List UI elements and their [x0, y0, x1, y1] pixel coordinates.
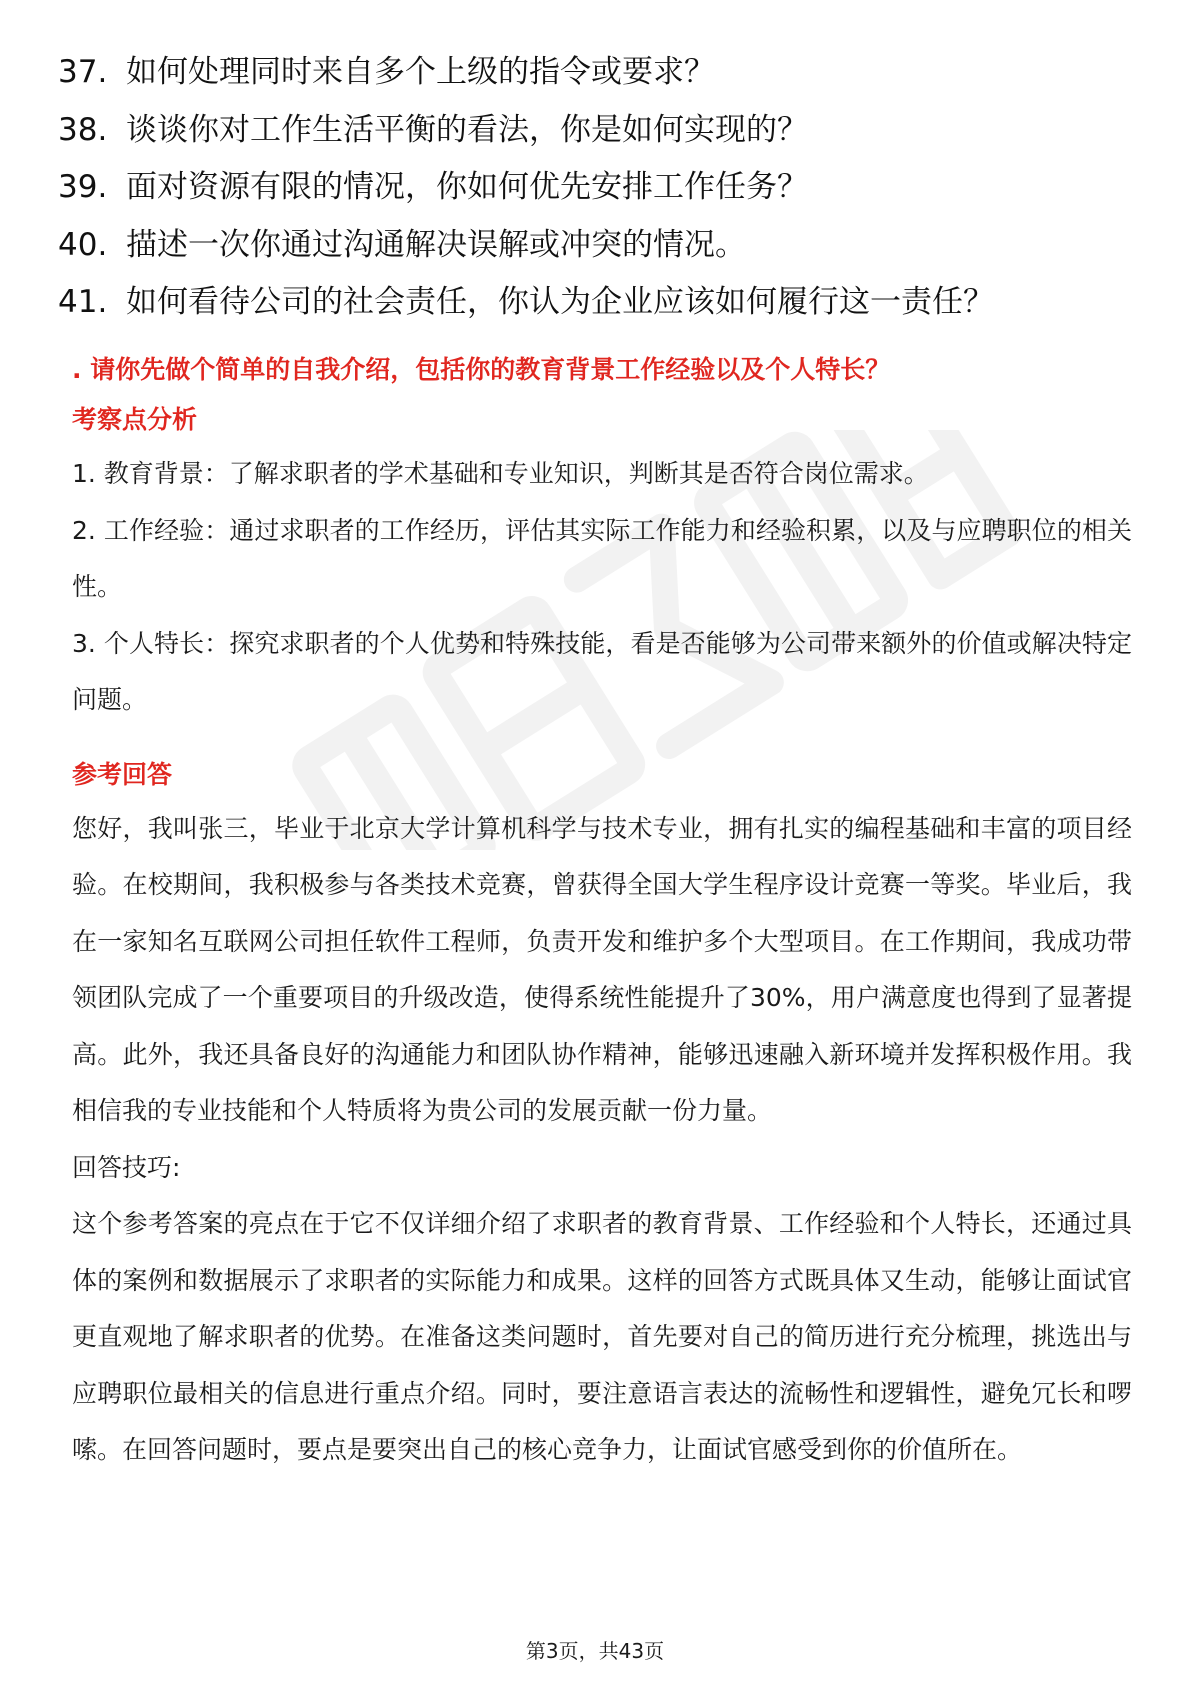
question-number: 37.: [58, 54, 108, 90]
question-item-39: [58, 159, 1138, 217]
question-item-37: [58, 44, 1138, 102]
question-text: 如何处理同时来自多个上级的指令或要求？: [126, 54, 715, 90]
question-item-41: [58, 274, 1138, 332]
reference-heading: 参考回答: [72, 759, 173, 789]
question-text: 如何看待公司的社会责任，你认为企业应该如何履行这一责任？: [126, 284, 994, 320]
page-number-footer: 第3页，共43页: [525, 1639, 665, 1663]
question-text: 谈谈你对工作生活平衡的看法，你是如何实现的？: [126, 111, 808, 148]
question-text: 面对资源有限的情况，你如何优先安排工作任务？: [126, 169, 808, 205]
tips-text: 这个参考答案的亮点在于它不仅详细介绍了求职者的教育背景、工作经验和个人特长，还通过具体的案例和数据展示了求职者的实际能力和成果。这样的回答方式既具体又生动，能够让面试官更直观地了解求职者的优势。在准备这类问题时，首先要对自己的简历进行充分梳理，挑选出与应聘职位最相关的信息进行重点介绍。同时，要注意语言表达的流畅性和逻辑性，避免冗长和啰嗦。在回答问题时，要点是要突出自己的核心竞争力，让面试官感受到你的价值所在。: [72, 1209, 1132, 1464]
question-list: [58, 44, 1138, 332]
analysis-item-strengths: 3. 个人特长：探究求职者的个人优势和特殊技能，看是否能够为公司带来额外的价值或解决特定问题。: [72, 628, 1132, 714]
tips-heading: 回答技巧:: [72, 1152, 181, 1182]
analysis-item-education: 1. 教育背景：了解求职者的学术基础和专业知识，判断其是否符合岗位需求。: [72, 459, 929, 488]
analysis-item-experience: 2. 工作经验：通过求职者的工作经历，评估其实际工作能力和经验积累，以及与应聘职位的相关性。: [72, 515, 1132, 601]
analysis-heading: 考察点分析: [72, 405, 198, 434]
question-number: 39.: [58, 169, 108, 205]
answer-section: [72, 346, 1132, 1479]
question-number: 38.: [58, 111, 108, 148]
question-item-40: [58, 217, 1138, 275]
reference-answer-text: 您好，我叫张三，毕业于北京大学计算机科学与技术专业，拥有扎实的编程基础和丰富的项目经验。在校期间，我积极参与各类技术竞赛，曾获得全国大学生程序设计竞赛一等奖。毕业后，我在一家知名互联网公司担任软件工程师，负责开发和维护多个大型项目。在工作期间，我成功带领团队完成了一个重要项目的升级改造，使得系统性能提升了30%，用户满意度也得到了显著提高。此外，我还具备良好的沟通能力和团队协作精神，能够迅速融入新环境并发挥积极作用。我相信我的专业技能和个人特质将为贵公司的发展贡献一份力量。: [72, 813, 1132, 1125]
question-number: 41.: [58, 284, 108, 320]
question-number: 40.: [58, 226, 108, 263]
question-title: . 请你先做个简单的自我介绍，包括你的教育背景工作经验以及个人特长？: [72, 355, 891, 384]
question-item-38: [58, 102, 1138, 160]
question-text: 描述一次你通过沟通解决误解或冲突的情况。: [126, 226, 746, 263]
